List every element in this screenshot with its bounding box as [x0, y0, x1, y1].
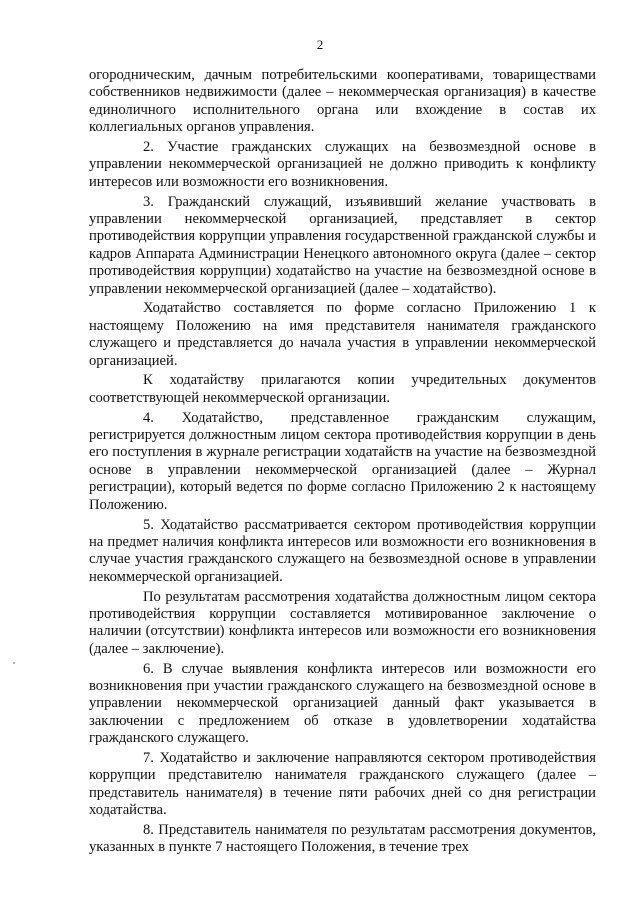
paragraph-petition-form: Ходатайство составляется по форме согласно Приложению 1 к настоящему Положению на имя представителя нанимателя гражданского служащего и представляется до начала участия в управлении некоммерческой организацией.: [89, 300, 596, 369]
paragraph-conclusion: По результатам рассмотрения ходатайства должностным лицом сектора противодействия коррупции составляется мотивированное заключение о наличии (отсутствии) конфликта интересов или возможности его возникновения (далее – заключение).: [89, 588, 596, 657]
paragraph-continuation: огородническим, дачным потребительскими кооперативами, товариществами собственников недвижимости (далее – некоммерческая организация) в качестве единоличного исполнительного органа или вхождение в состав их коллегиальных органов управления.: [89, 67, 596, 136]
paragraph-petition-attachments: К ходатайству прилагаются копии учредительных документов соответствующей некоммерческой организации.: [89, 372, 596, 406]
paragraph-item-2: 2. Участие гражданских служащих на безвозмездной основе в управлении некоммерческой организацией не должно приводить к конфликту интересов или возможности его возникновения.: [89, 139, 596, 190]
page-number: 2: [316, 37, 324, 52]
paragraph-item-4: 4. Ходатайство, представленное гражданским служащим, регистрируется должностным лицом сектора противодействия коррупции в день его поступления в журнале регистрации ходатайств на участие на безвозмездной основе в управлении некоммерческой организацией (далее – Журнал регистрации), который ведется по форме согласно Приложению 2 к настоящему Положению.: [89, 409, 596, 513]
paragraph-item-3: 3. Гражданский служащий, изъявивший желание участвовать в управлении некоммерческой организацией, представляет в сектор противодействия коррупции управления государственной гражданской службы и кадров Аппарата Администрации Ненецкого автономного округа (далее – сектор противодействия коррупции) ходатайство на участие на безвозмездной основе в управлении некоммерческой организацией (далее – ходатайство).: [89, 193, 596, 297]
paragraph-item-5: 5. Ходатайство рассматривается сектором противодействия коррупции на предмет наличия конфликта интересов или возможности его возникновения в случае участия гражданского служащего на безвозмездной основе в управлении некоммерческой организацией.: [89, 516, 596, 585]
margin-dot: [13, 662, 15, 664]
paragraph-item-6: 6. В случае выявления конфликта интересов или возможности его возникновения при участии гражданского служащего на безвозмездной основе в управлении некоммерческой организацией данный факт указывается в заключении с предложением об отказе в удовлетворении ходатайства гражданского служащего.: [89, 660, 596, 747]
paragraph-item-8: 8. Представитель нанимателя по результатам рассмотрения документов, указанных в пункте 7 настоящего Положения, в течение трех: [89, 821, 596, 856]
paragraph-item-7: 7. Ходатайство и заключение направляются сектором противодействия коррупции представителю нанимателя гражданского служащего (далее – представитель нанимателя) в течение пяти рабочих дней со дня регистрации ходатайства.: [89, 749, 596, 819]
document-body: [89, 67, 596, 859]
